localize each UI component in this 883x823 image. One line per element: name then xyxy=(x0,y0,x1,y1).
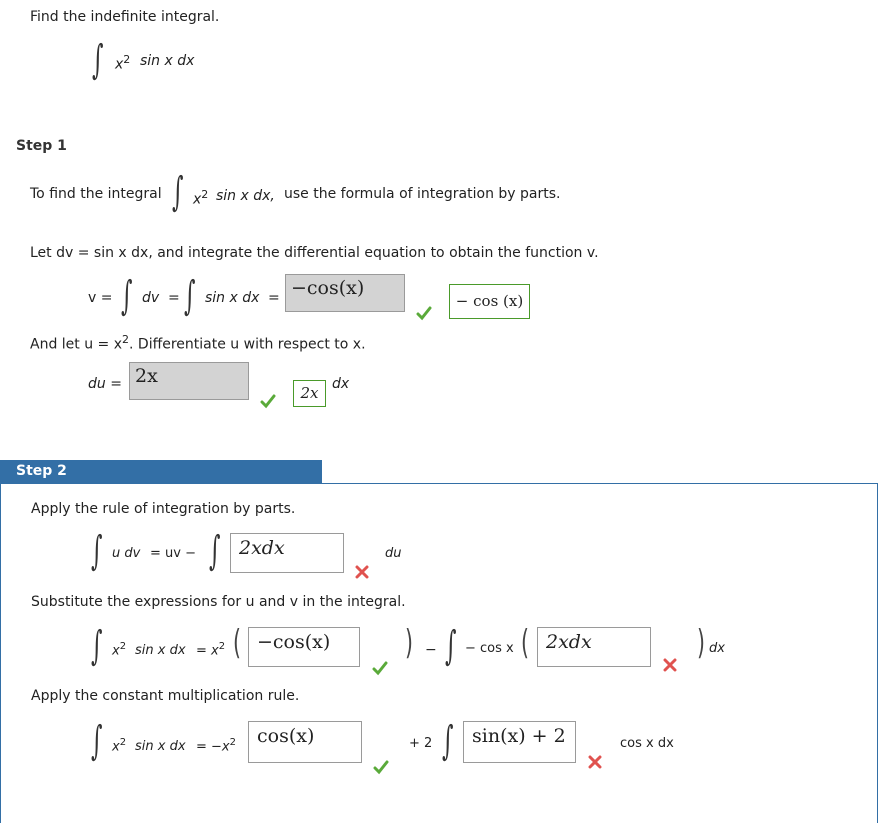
dv-label: dv xyxy=(142,290,160,306)
sin-x-dx: sin x dx xyxy=(135,643,186,658)
close-paren: ) xyxy=(697,623,705,663)
integral-sign: ∫ xyxy=(442,718,454,764)
integrand-x: $x^2$ xyxy=(112,737,127,755)
step1-heading: Step 1 xyxy=(16,138,67,154)
integral-sign: ∫ xyxy=(172,169,184,215)
equals-sign: = xyxy=(168,290,180,306)
integrand-x: $x^2$ xyxy=(112,641,127,659)
integrand-rest: sin x dx xyxy=(140,53,195,69)
check-icon xyxy=(260,393,276,409)
plus-two: + 2 xyxy=(409,736,433,751)
step2-header: Step 2 xyxy=(0,460,322,483)
check-icon xyxy=(372,660,388,676)
dx-label: dx xyxy=(709,641,725,656)
sin-x-dx: sin x dx xyxy=(205,290,260,306)
v-equals: v = xyxy=(88,290,113,306)
cross-icon xyxy=(663,658,677,672)
let-dv-text: Let dv = sin x dx, and integrate the differential equation to obtain the function v. xyxy=(30,245,599,261)
check-icon xyxy=(416,305,432,321)
du-label: du xyxy=(385,546,402,561)
step2-panel xyxy=(0,483,878,823)
close-paren: ) xyxy=(405,623,413,663)
eq-uv-label: = uv − xyxy=(150,546,196,561)
integrand-sin: sin x dx, xyxy=(216,188,275,204)
open-paren: ( xyxy=(233,623,241,663)
du-equals: du = xyxy=(88,376,122,392)
substitute-text: Substitute the expressions for u and v in the integral. xyxy=(31,594,406,610)
du-substitute-field[interactable]: 2xdx xyxy=(537,627,651,667)
and-let-u-text: And let $u = x^2$. Differentiate u with respect to x. xyxy=(30,333,366,353)
integrand-x: $x^2$ xyxy=(115,53,131,73)
integral-sign: ∫ xyxy=(184,273,196,319)
v-answer-field[interactable]: −cos(x) xyxy=(285,274,405,312)
cos-x-field[interactable]: cos(x) xyxy=(248,721,362,763)
parts-integral-field[interactable]: 2xdx xyxy=(230,533,344,573)
check-icon xyxy=(373,759,389,775)
integral-sign: ∫ xyxy=(91,718,103,764)
problem-instruction: Find the indefinite integral. xyxy=(30,9,220,25)
integral-sign: ∫ xyxy=(209,528,221,574)
remaining-integral-field[interactable]: sin(x) + 2 xyxy=(463,721,576,763)
cross-icon xyxy=(355,565,369,579)
open-paren: ( xyxy=(521,623,529,663)
eq-neg-x-squared: = $-x^2$ xyxy=(196,737,236,755)
cos-x-dx: cos x dx xyxy=(620,736,674,751)
cross-icon xyxy=(588,755,602,769)
to-find-prefix: To find the integral xyxy=(30,186,162,202)
eq-x-squared: = $x^2$ xyxy=(196,641,226,659)
sin-x-dx: sin x dx xyxy=(135,739,186,754)
dx-label: dx xyxy=(332,376,350,392)
du-answer-field[interactable]: 2x xyxy=(129,362,249,400)
apply-rule-text: Apply the rule of integration by parts. xyxy=(31,501,296,517)
v-correct-answer: − cos (x) xyxy=(449,284,530,319)
integral-sign: ∫ xyxy=(121,273,133,319)
to-find-suffix: use the formula of integration by parts. xyxy=(284,186,561,202)
integrand-x: $x^2$ xyxy=(193,188,209,208)
v-substitute-field[interactable]: −cos(x) xyxy=(248,627,360,667)
integral-sign: ∫ xyxy=(91,623,103,669)
u-dv-label: u dv xyxy=(112,546,141,561)
du-correct-answer: 2x xyxy=(293,380,326,407)
const-rule-text: Apply the constant multiplication rule. xyxy=(31,688,300,704)
minus-cos-x: − cos x xyxy=(465,641,514,656)
minus-sign: − xyxy=(425,642,437,658)
integral-sign: ∫ xyxy=(92,37,104,83)
integral-sign: ∫ xyxy=(91,528,103,574)
equals-sign: = xyxy=(268,290,280,306)
integral-sign: ∫ xyxy=(445,623,457,669)
